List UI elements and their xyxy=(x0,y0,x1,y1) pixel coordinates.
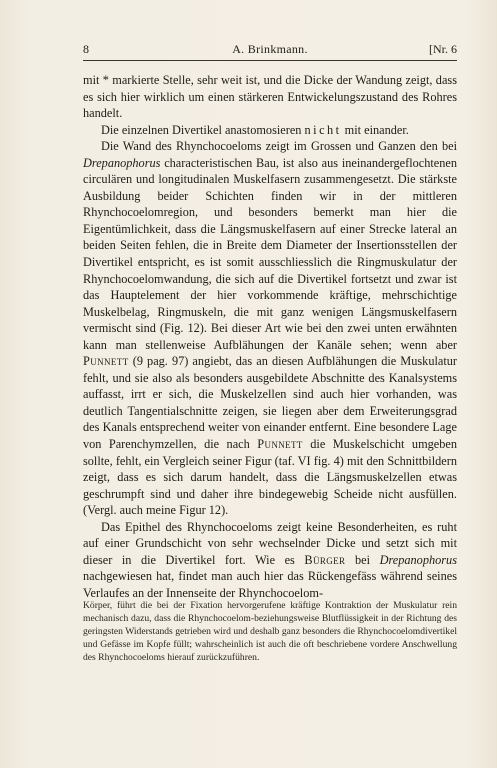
issue-number: [Nr. 6 xyxy=(429,42,457,56)
author-buerger: Bürger xyxy=(304,552,346,567)
author-punnett: Punnett xyxy=(83,354,129,369)
paragraph-continuation: mit * markierte Stelle, sehr weit ist, und die Dicke der Wandung zeigt, dass es sich hier wirklich um einen stärkeren Entwickelungszustand des Rohres handelt. xyxy=(83,73,457,121)
page-number: 8 xyxy=(83,42,89,56)
emphasis-nicht: nicht xyxy=(304,122,342,137)
taxon-drepanophorus: Drepanophorus xyxy=(379,552,457,567)
footnote: Körper, führt die bei der Fixation hervorgerufene kräftige Kontraktion der Muskulatur rein mechanisch dazu, dass die Rhynchocoelom-beziehungsweise Blutflüssigkeit in der Richtung des geringsten Widerstands getrieben wird und deshalb ganz besonders die Rhynchocoelomdivertikel und Gefässe im Kopfe füllt; wahrscheinlich ist auch die oft beschriebene vordere Anschwellung des Rhynchocoeloms hierauf zurückzuführen. xyxy=(83,600,457,663)
running-title: A. Brinkmann. xyxy=(232,42,308,56)
author-punnett: Punnett xyxy=(257,437,303,452)
paragraph-divertikel: Die einzelnen Divertikel anastomosieren nicht mit einander. xyxy=(101,122,409,137)
paragraph-epithel: Das Epithel des Rhynchocoeloms zeigt keine Besonderheiten, es ruht auf einer Grundschicht von sehr wechselnder Dicke und setzt sich mit dieser in die Divertikel fort. Wie es Bürger bei Drepanophorus nachgewiesen hat, findet man auch hier das Rückengefäss während seines Verlaufes an der Innenseite der Rhynchocoelom- xyxy=(83,519,457,600)
paragraph-wand: Die Wand des Rhynchocoeloms zeigt im Grossen und Ganzen den bei Drepanophorus characteristischen Bau, ist also aus ineinandergeflochtenen circulären und longitudinalen Muskelfasern zusammengesetzt. Die stärkste Ausbildung beider Schichten finden wir in der mittleren Rhynchocoelomregion, und besonders bemerkt man hier die Eigentümlichkeit, dass die Längsmuskelfasern auf einer Strecke lateral an beiden Seiten fehlen, die in Breite dem Diameter der Insertionsstellen der Divertikel entspricht, es ist somit ausschliesslich die Ringmuskulatur der Rhynchocoelomwandung, die sich auf die Divertikel fortsetzt und zwar ist das Hauptelement der hier vorkommende kräftige, mehrschichtige Muskelbelag, Ringmuskeln, die mit ganz wenigen Längsmuskelfasern vermischt sind (Fig. 12). Bei dieser Art wie bei den zwei unten erwähnten kann man stellenweise Aufblähungen der Kanäle sehen; wenn aber Punnett (9 pag. 97) angiebt, das an diesen Aufblähungen die Muskulatur fehlt, und sie also als besonders ausgebildete Abschnitte des Kanalsystems auffasst, irrt er sich, die Muskelzellen sind auch hier vorhanden, was deutlich Tangentialschnitte zeigen, sie liegen aber dem Erweiterungsgrad des Kanals entsprechend weiter von einander entfernt. Eine besondere Lage von Parenchymzellen, die nach Punnett die Muskelschicht umgeben sollte, fehlt, ein Vergleich seiner Figur (taf. VI fig. 4) mit den Schnittbildern zeigt, dass es sich darum handelt, dass die Längsmuskelzellen etwas geschrumpft sind und daher ihre bindegewebig Scheide nicht ausfüllen. (Vergl. auch meine Figur 12). xyxy=(83,139,457,518)
main-text xyxy=(83,72,457,602)
taxon-drepanophorus: Drepanophorus xyxy=(83,155,161,170)
header-rule xyxy=(83,60,457,61)
running-header xyxy=(83,40,457,58)
